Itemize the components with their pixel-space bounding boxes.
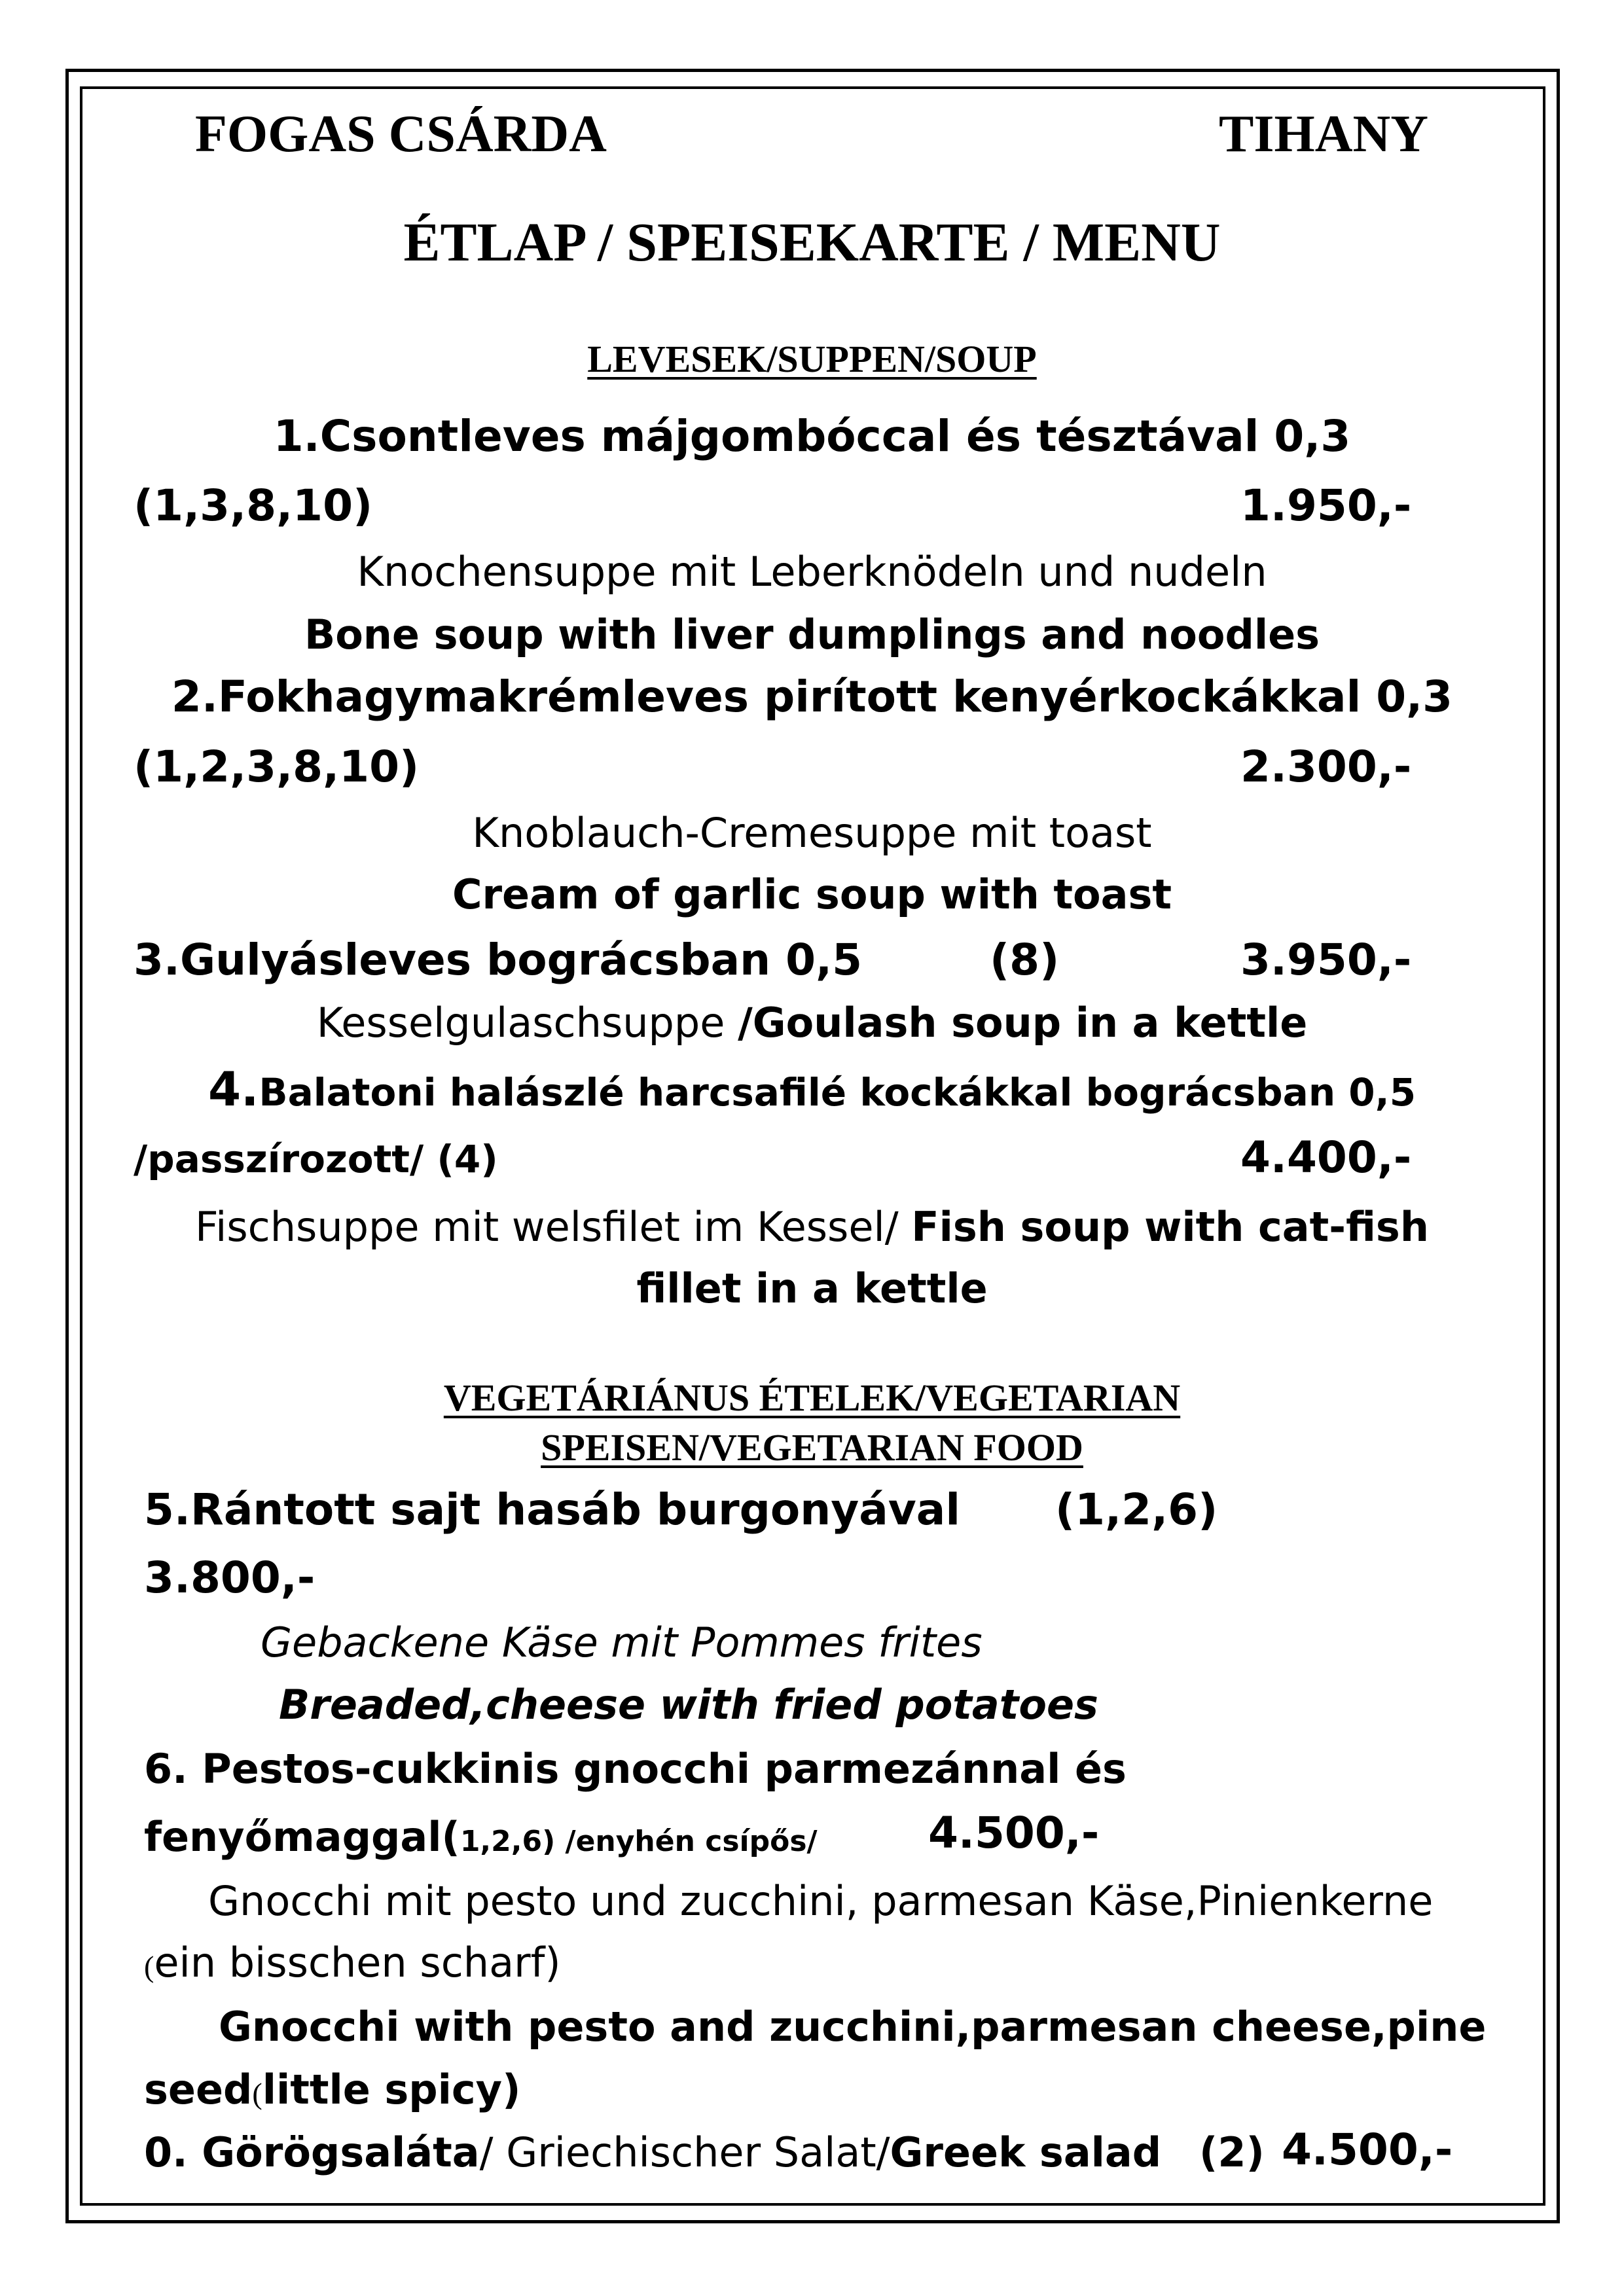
item-6-german-2a: ( bbox=[144, 1950, 154, 1983]
restaurant-name: FOGAS CSÁRDA bbox=[195, 105, 607, 163]
item-0-hungarian: 0. Görögsaláta bbox=[144, 2128, 480, 2176]
item-1-german: Knochensuppe mit Leberknödeln und nudeln bbox=[357, 548, 1267, 596]
item-4-translation bbox=[0, 1203, 1624, 1251]
item-6-english-2a: seed bbox=[144, 2066, 253, 2113]
item-5-allergens: (1,2,6) bbox=[1055, 1484, 1218, 1535]
item-4-german: Fischsuppe mit welsfilet im Kessel/ bbox=[195, 1203, 912, 1251]
section-heading-soups: LEVESEK/SUPPEN/SOUP bbox=[587, 338, 1037, 380]
item-0-line bbox=[144, 2128, 1161, 2176]
menu-title: ÉTLAP / SPEISEKARTE / MENU bbox=[403, 212, 1221, 273]
item-0-price: 4.500,- bbox=[1282, 2125, 1453, 2175]
item-6-english-line-2 bbox=[144, 2066, 520, 2113]
item-4-title-line bbox=[0, 1062, 1624, 1117]
item-6-english-2b: ( bbox=[252, 2077, 262, 2110]
item-6-title-2: fenyőmaggal( bbox=[144, 1813, 460, 1861]
item-3-price: 3.950,- bbox=[1240, 935, 1412, 985]
restaurant-location: TIHANY bbox=[1219, 105, 1429, 163]
item-1-title: 1.Csontleves májgombóccal és tésztával 0,3 bbox=[273, 411, 1351, 461]
item-2-title: 2.Fokhagymakrémleves pirított kenyérkockákkal 0,3 bbox=[171, 672, 1453, 722]
item-1-english: Bone soup with liver dumplings and noodles bbox=[304, 611, 1320, 658]
item-6-german-1: Gnocchi mit pesto und zucchini, parmesan Käse,Pinienkerne bbox=[208, 1877, 1434, 1925]
item-6-german-line-2 bbox=[144, 1939, 561, 1986]
item-2-allergens: (1,2,3,8,10) bbox=[134, 742, 420, 792]
item-1-allergens: (1,3,8,10) bbox=[134, 480, 373, 531]
item-2-german: Knoblauch-Cremesuppe mit toast bbox=[472, 809, 1152, 857]
item-5-title: 5.Rántott sajt hasáb burgonyával bbox=[144, 1484, 960, 1535]
item-2-price: 2.300,- bbox=[1240, 742, 1412, 792]
item-5-english: Breaded,cheese with fried potatoes bbox=[279, 1681, 1098, 1729]
item-3-allergens: (8) bbox=[990, 935, 1060, 985]
item-5-german: Gebackene Käse mit Pommes frites bbox=[261, 1619, 983, 1666]
item-6-english-1: Gnocchi with pesto and zucchini,parmesan cheese,pine bbox=[219, 2003, 1487, 2051]
item-6-english-2c: little spicy) bbox=[262, 2066, 521, 2113]
item-1-price: 1.950,- bbox=[1240, 480, 1412, 531]
item-6-price: 4.500,- bbox=[928, 1808, 1100, 1858]
section-heading-vegetarian-1: VEGETÁRIÁNUS ÉTELEK/VEGETARIAN bbox=[443, 1376, 1181, 1419]
item-3-german: Kesselgulaschsuppe bbox=[316, 999, 738, 1047]
item-3-translation bbox=[0, 999, 1624, 1047]
item-4-english-2: fillet in a kettle bbox=[636, 1265, 988, 1312]
item-3-title: 3.Gulyásleves bográcsban 0,5 bbox=[134, 935, 863, 985]
item-4-note: /passzírozott/ (4) bbox=[134, 1137, 498, 1181]
item-6-german-2b: ein bisschen scharf) bbox=[154, 1939, 561, 1986]
item-6-allergens: 1,2,6) /enyhén csípős/ bbox=[460, 1825, 818, 1858]
item-4-number: 4. bbox=[208, 1062, 259, 1117]
section-heading-vegetarian-2: SPEISEN/VEGETARIAN FOOD bbox=[541, 1426, 1083, 1469]
item-4-title: Balatoni halászlé harcsafilé kockákkal bográcsban 0,5 bbox=[259, 1070, 1416, 1115]
item-3-english: /Goulash soup in a kettle bbox=[738, 999, 1308, 1047]
item-5-price: 3.800,- bbox=[144, 1552, 316, 1603]
item-6-title-line-2 bbox=[144, 1813, 818, 1861]
item-0-english: Greek salad bbox=[890, 2128, 1162, 2176]
item-0-allergens: (2) bbox=[1199, 2128, 1265, 2176]
item-0-german: / Griechischer Salat/ bbox=[479, 2128, 890, 2176]
item-2-english: Cream of garlic soup with toast bbox=[452, 870, 1172, 918]
item-6-title: 6. Pestos-cukkinis gnocchi parmezánnal és bbox=[144, 1745, 1127, 1793]
item-4-price: 4.400,- bbox=[1240, 1132, 1412, 1183]
item-4-english-1: Fish soup with cat-fish bbox=[911, 1203, 1429, 1251]
